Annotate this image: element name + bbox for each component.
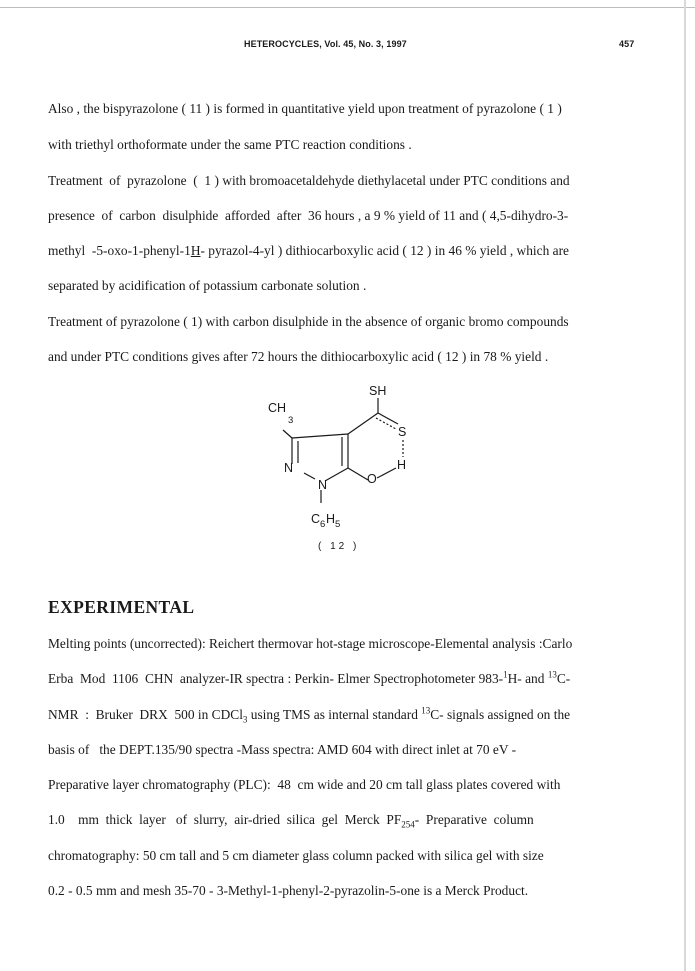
text-run: C- [556, 671, 571, 686]
label-o: O [367, 472, 377, 486]
label-ph-h: H [326, 512, 336, 526]
subscript: 254 [401, 819, 415, 830]
superscript: 13 [547, 669, 557, 680]
experimental-line-3 [48, 707, 570, 723]
text-run: H- and [507, 671, 548, 686]
label-sh: SH [369, 384, 387, 398]
paragraph-3-line-2: and under PTC conditions gives after 72 hours the dithiocarboxylic acid ( 12 ) in 78 % yield . [48, 349, 549, 364]
journal-citation: HETEROCYCLES, Vol. 45, No. 3, 1997 [244, 39, 407, 49]
underlined-h: H [190, 243, 201, 258]
subscript: 3 [242, 714, 248, 725]
paragraph-1-line-2: with triethyl orthoformate under the same PTC reaction conditions . [48, 137, 412, 152]
label-h: H [397, 458, 407, 472]
bond-ch3 [283, 430, 292, 438]
paragraph-2-line-4: separated by acidification of potassium carbonate solution . [48, 278, 367, 293]
bond-c5-o [348, 468, 368, 480]
bond-o-h [377, 468, 396, 478]
label-n2: N [284, 461, 294, 475]
bond-c4-cs [348, 413, 378, 434]
label-ch-sub: 3 [288, 415, 294, 426]
text-run: NMR : Bruker DRX 500 in CDCl [48, 707, 243, 722]
text-run: 1.0 mm thick layer of slurry, air-dried silica gel Merck PF [48, 812, 402, 827]
text-run: - Preparative column [414, 812, 534, 827]
text-run: - pyrazol-4-yl ) dithiocarboxylic acid ( 12 ) in 46 % yield , which are [200, 243, 569, 258]
text-run: C- signals assigned on the [430, 707, 571, 722]
page-number: 457 [619, 39, 635, 49]
paragraph-2-line-3 [48, 243, 569, 259]
label-ph-sub-6: 6 [320, 519, 326, 528]
paragraph-3-line-1: Treatment of pyrazolone ( 1) with carbon disulphide in the absence of organic bromo compounds [48, 314, 569, 329]
section-heading-experimental: EXPERIMENTAL [48, 597, 195, 617]
right-edge-rule [684, 0, 686, 971]
paragraph-2-line-1: Treatment of pyrazolone ( 1 ) with bromoacetaldehyde diethylacetal under PTC conditions and [48, 173, 570, 188]
bond-c-s-dashed [376, 418, 396, 429]
superscript: 1 [503, 669, 508, 680]
label-ph-c: C [311, 512, 321, 526]
top-rule [0, 7, 695, 8]
bond-c-s [378, 413, 398, 424]
bond-c3-c4 [292, 434, 348, 438]
label-n1: N [318, 478, 328, 492]
text-run: using TMS as internal standard [247, 707, 422, 722]
chemical-structure-12 [255, 378, 425, 528]
experimental-line-4: basis of the DEPT.135/90 spectra -Mass spectra: AMD 604 with direct inlet at 70 eV - [48, 742, 517, 757]
paragraph-1-line-1: Also , the bispyrazolone ( 11 ) is formed in quantitative yield upon treatment of pyrazolone ( 1 ) [48, 101, 562, 116]
text-run: methyl -5-oxo-1-phenyl-1 [48, 243, 191, 258]
experimental-line-1: Melting points (uncorrected): Reichert thermovar hot-stage microscope-Elemental analysis :Carlo [48, 636, 573, 651]
experimental-line-8: 0.2 - 0.5 mm and mesh 35-70 - 3-Methyl-1-phenyl-2-pyrazolin-5-one is a Merck Product. [48, 883, 529, 898]
paragraph-2-line-2: presence of carbon disulphide afforded after 36 hours , a 9 % yield of 11 and ( 4,5-dihydro-3- [48, 208, 569, 223]
text-run: Erba Mod 1106 CHN analyzer-IR spectra : Perkin- Elmer Spectrophotometer 983- [48, 671, 504, 686]
bond-n2-n1 [304, 473, 315, 479]
experimental-line-5: Preparative layer chromatography (PLC): 48 cm wide and 20 cm tall glass plates covered with [48, 777, 561, 792]
superscript: 13 [421, 705, 431, 716]
label-s: S [398, 425, 407, 439]
experimental-line-6 [48, 812, 534, 828]
compound-label: ( 12 ) [318, 541, 360, 552]
bond-c5-n1 [325, 468, 348, 481]
label-ch: CH [268, 401, 287, 415]
experimental-line-7: chromatography: 50 cm tall and 5 cm diameter glass column packed with silica gel with size [48, 848, 544, 863]
label-ph-sub-5: 5 [335, 519, 341, 528]
experimental-line-2 [48, 671, 570, 687]
